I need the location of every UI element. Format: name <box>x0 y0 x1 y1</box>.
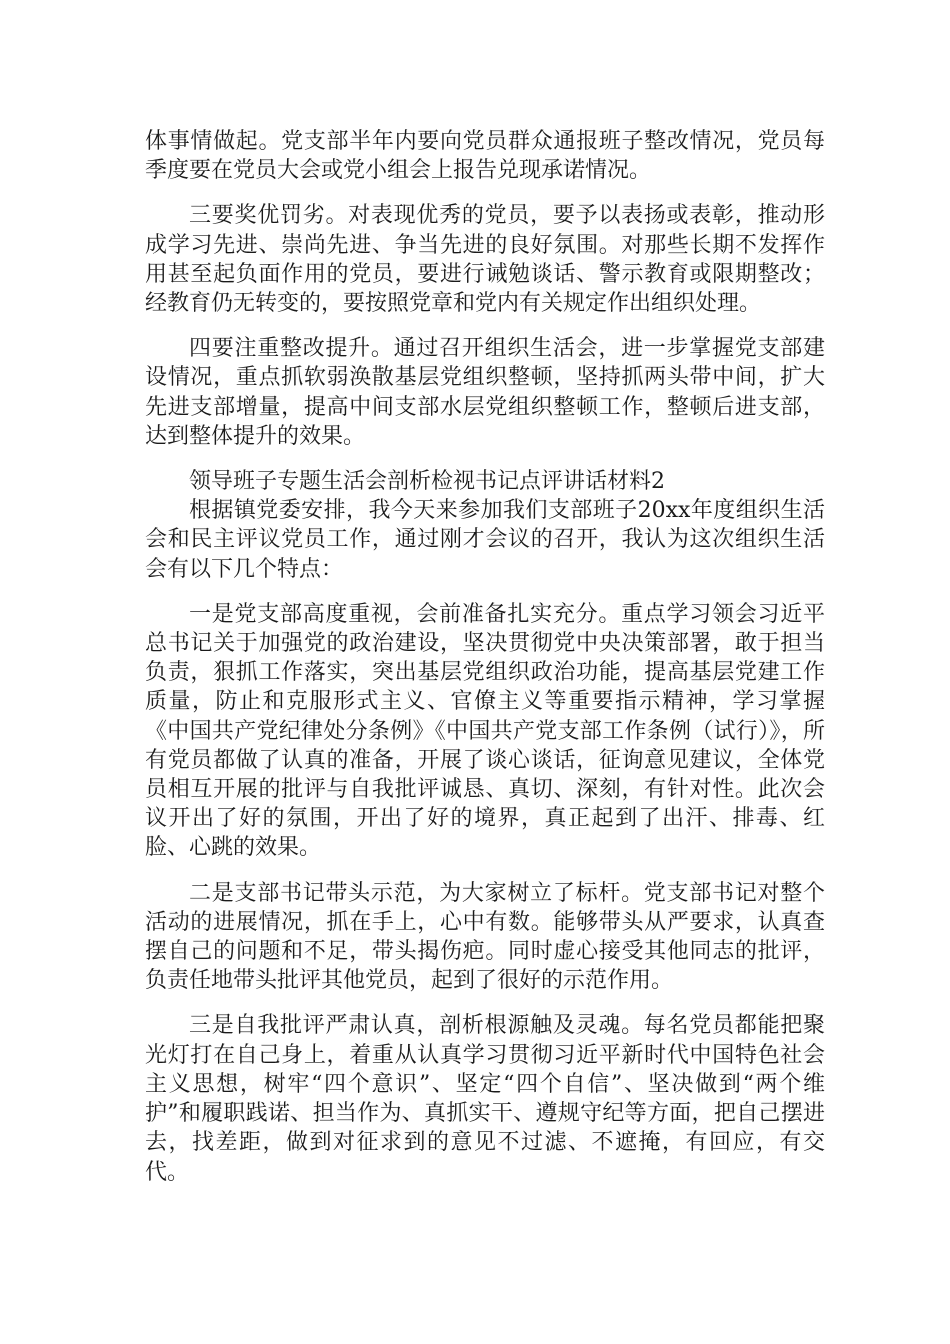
paragraph-rectification: 四要注重整改提升。通过召开组织生活会，进一步掌握党支部建设情况，重点抓软弱涣散基层党组织整顿，坚持抓两头带中间，扩大先进支部增量，提高中间支部水层党组织整顿工作，整顿后进支部，达到整体提升的效果。 <box>145 336 825 449</box>
paragraph-continuation: 体事情做起。党支部半年内要向党员群众通报班子整改情况，党员每季度要在党员大会或党小组会上报告兑现承诺情况。 <box>145 129 825 184</box>
section-title: 领导班子专题生活会剖析检视书记点评讲话材料2 <box>189 469 665 495</box>
paragraph-intro: 根据镇党委安排，我今天来参加我们支部班子20xx年度组织生活会和民主评议党员工作，通过刚才会议的召开，我认为这次组织生活会有以下几个特点： <box>145 498 825 582</box>
paragraph-reward-punish: 三要奖优罚劣。对表现优秀的党员，要予以表扬或表彰，推动形成学习先进、崇尚先进、争当先进的良好氛围。对那些长期不发挥作用甚至起负面作用的党员，要进行诫勉谈话、警示教育或限期整改；经教育仍无转变的，要按照党章和党内有关规定作出组织处理。 <box>145 203 825 317</box>
document-body <box>145 127 825 1203</box>
paragraph-point-three: 三是自我批评严肃认真，剖析根源触及灵魂。每名党员都能把聚光灯打在自己身上，着重从认真学习贯彻习近平新时代中国特色社会主义思想，树牢“四个意识”、坚定“四个自信”、坚决做到“两个维护”和履职践诺、担当作为、真抓实干、遵规守纪等方面，把自己摆进去，找差距，做到对征求到的意见不过滤、不遮掩，有回应，有交代。 <box>145 1013 825 1185</box>
paragraph-point-two: 二是支部书记带头示范，为大家树立了标杆。党支部书记对整个活动的进展情况，抓在手上，心中有数。能够带头从严要求，认真查摆自己的问题和不足，带头揭伤疤。同时虚心接受其他同志的批评，负责任地带头批评其他党员，起到了很好的示范作用。 <box>145 880 825 994</box>
paragraph-point-one: 一是党支部高度重视，会前准备扎实充分。重点学习领会习近平总书记关于加强党的政治建设，坚决贯彻党中央决策部署，敢于担当负责，狠抓工作落实，突出基层党组织政治功能，提高基层党建工作质量，防止和克服形式主义、官僚主义等重要指示精神，学习掌握《中国共产党纪律处分条例》《中国共产党支部工作条例（试行）》，所有党员都做了认真的准备，开展了谈心谈话，征询意见建议，全体党员相互开展的批评与自我批评诚恳、真切、深刻，有针对性。此次会议开出了好的氛围，开出了好的境界，真正起到了出汗、排毒、红脸、心跳的效果。 <box>145 601 825 861</box>
